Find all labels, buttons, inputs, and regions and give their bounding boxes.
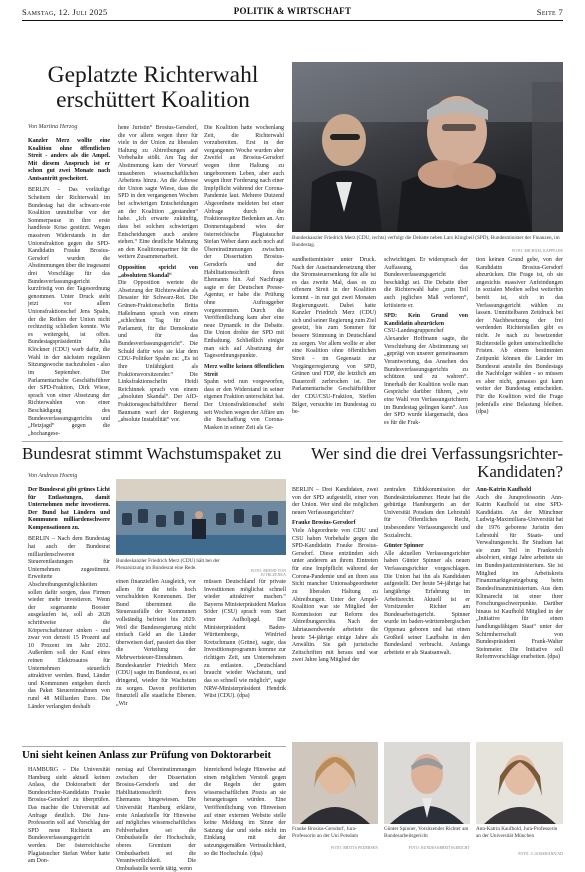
issue-date: Samstag, 12. Juli 2025 <box>22 7 108 17</box>
article3-subhead-3: Ann-Katrin Kaufhold <box>476 487 532 493</box>
article1-column-6 <box>476 257 563 417</box>
portrait-2-credit: FOTO: BUNDESARBEITSGERICHT <box>408 846 470 850</box>
article1-text-2b: Die Opposition wertete die Absetzung der Richterwahlen als Desaster für Schwarz-Rot. Die Grünen-Fraktionschefin Britta Haßelmann sprach von einem „schlechten Tag für das Parlament, für die Demokratie und für das Bundesverfassungsgericht“. Die Schuld dafür wies sie klar dem CDU-Politiker Spahn zu: „Es ist Ihre Unfähigkeit als Fraktionsvorsitzender.“ Die Linksfraktionschefin Heidi Reichinnek sprach von einem „absoluten Skandal“. Der AfD-Fraktionsgeschäftsführer Bernd Baumann warf der Regierung „absolute Instabilität“ vor. <box>118 280 198 424</box>
article1-column-3 <box>204 125 284 432</box>
article4-column-3 <box>204 767 286 858</box>
article1-text-5a: schwichtigen. Er widersprach der Auffassung, das Bundesverfassungsgericht beschädigt sei. Die Debatte über die Richterwahl habe „zum Teil auch jegliches Maß verloren“, kritisierte er. <box>384 257 468 309</box>
article3-column-2 <box>384 487 470 657</box>
portrait-brosius-gersdorf <box>292 742 378 824</box>
article1-column-1 <box>28 138 110 438</box>
article4-column-1 <box>28 767 110 866</box>
article1-headline: Geplatzte Richterwahl erschüttert Koalition <box>47 62 259 113</box>
article4-column-2 <box>116 767 196 872</box>
article2-headline: Bundesrat stimmt Wachstumspaket zu <box>22 444 282 463</box>
page-header <box>22 3 563 21</box>
article4-headline: Uni sieht keinen Anlass zur Prüfung von Doktorarbeit <box>22 749 272 761</box>
article2-text-2: einen finanziellen Ausgleich, vor allem für die teils hoch verschuldeten Kommunen. Der Bund übernimmt die Steuerausfälle der Kommunen vollständig befristet bis 2029. Weil die Bundesregierung nicht einfach Geld an die Länder überweisen darf, passiert das über die Verteilung der Mehrwertsteuer-Einnahmen. Bundeskanzler Friedrich Merz (CDU) sagte im Bundesrat, es sei dringend, wieder für Wachstum zu sorgen. Davon profitierten finanziell alle staatliche Ebenen. „Wir <box>116 579 196 707</box>
article3-column-3 <box>476 487 563 662</box>
page-number: Seite 7 <box>536 7 563 17</box>
article1-column-4 <box>292 257 376 417</box>
article1-lead: Kanzler Merz wollte eine Koalition ohne öffentlichen Streit - anders als die Ampel. Mit diesem Anspruch ist er schon gut zwei Monate nach Amtsantritt gescheitert. <box>28 138 110 182</box>
article4-text-1: HAMBURG – Die Universität Hamburg sieht aktuell keinen Anlass, die Doktorarbeit der Bundesrichter-Kandidatin Frauke Brosius-Gersdorf zu überprüfen. Das machte die Universität auf Anfrage deutlich. Die Jura-Professorin soll auf Vorschlag der SPD neue Richterin am Bundesverfassungsgericht werden. Der österreichische Plagiatsucher Stefan Weber hatte am Don- <box>28 767 110 865</box>
article1-byline: Von Martina Herzog <box>28 124 78 130</box>
article3-text-2b: Alle aktuellen Verfassungsrichter haben Günter Spinner als neuen Verfassungsrichter vorgeschlagen. Die Union hat ihn als Kandidaten aufgestellt. Der heute 54-jährige hat langjährige Erfahrung im Arbeitsrecht. Aktuell ist er Vorsitzender Richter am Bundesarbeitsgericht. Spinner wurde im baden-württembergischen Oppenau geboren und hat einen Großteil seiner Laufbahn in den Bundesland verbracht. Anfangs arbeitete er als Staatsanwalt. <box>384 550 470 656</box>
article1-photo-credit: FOTO: MICHAEL KAPPELER <box>512 249 563 253</box>
article1-text-2a: hene Juristin“ Brosius-Gersdorf, die vor allem wegen ihrer für viele in der Union zu liberalen Haltung zu Abtreibungen auf Vorbehalte stößt. Am Tag der Abstimmung kam der Vorwurf unsauberen wissenschaftlichen Arbeitens hinzu. An die Adresse der Union sagte Wiese, dass die SPD in den vergangenen Wochen bei schwierigen Entscheidungen an der Koalition „gestanden“ habe. „Ich erwarte zukünftig, dass bei solchen schwierigen Entscheidungen auch andere stehen.“ Eine deutliche Mahnung an den Koalitionspartner für die weitere Zusammenarbeit. <box>118 125 198 261</box>
article1-photo <box>292 62 563 232</box>
article2-text-3: müssen Deutschland für private Investitionen möglichst schnell wieder attraktiver machen.“ Bayerns Ministerpräsident Markus Söder (CSU) sprach vom Start einer Aufholjagd. Der Ministerpräsident Baden-Württembergs, Winfried Kretschmann (Grüne), sagte, das Investitionsprogramm komme zur richtigen Zeit, um Unternehmen zu entlasten. „Deutschland braucht wieder Wachstum, und das so schnell wie möglich“, sagte NRW-Ministerpräsident Hendrik Wüst (CDU). (dpa) <box>204 579 286 700</box>
article1-column-5 <box>384 257 468 427</box>
article3-text-3: Auch die Juraprofessorin Ann-Katrin Kaufhold ist eine SPD-Kandidatin. An der Münchner Ludwig-Maximilians-Universität hat die 1976 geborene Juristin den Lehrstuhl für Staats- und Verwaltungsrecht. Ihr Studium hat sie zum Teil in Frankreich absolviert, einige Jahre arbeitete sie im Bundesjustizministerium. Sie ist Mitglied im Arbeitskreis Finanzmarktgesetzgebung beim Bundesfinanzministerium. Aus dem Klimarecht ist einer ihrer Forschungsschwerpunkte. Darüber hinaus ist Kaufhold Mitglied in der „Initiative für einen handlungsfähigen Staat“ unter der Schirmherrschaft von Bundespräsident Frank-Walter Steinmeier. Die Initiative soll Reformvorschläge erarbeiten. (dpa) <box>476 494 563 661</box>
article3-text-1a: BERLIN – Drei Kandidaten, zwei von der SPD aufgestellt, einer von der Union. Wer sind die möglichen neuen Verfassungsrichter? <box>292 487 378 516</box>
article3-subhead-1: Frauke Brosius-Gersdorf <box>292 520 356 527</box>
article1-text-3b: Spahn wird nun vorgeworfen, dass er den Widerstand in seiner eigenen Fraktion unterschätzt hat. Der Unionsfraktionschef steht seit Wochen wegen der Affäre um die Beschaffung von Corona-Masken in seiner Zeit als Ge- <box>204 379 284 431</box>
article3-column-1 <box>292 487 378 665</box>
article4-text-2: nerstag auf Übereinstimmungen zwischen der Dissertation Brosius-Gersdorfs und der Habilitationsschrift ihres Ehemanns hingewiesen. Die Universität Hamburg erklärte, erste Anlaufstelle für Hinweise auf mögliches wissenschaftliches Fehlverhalten sei die Ombudsstelle der Hochschule, oberes Gremium der Ombudsarbeit sei die Verantwortlichkeit. Die Ombudsstelle werde tätig, wenn <box>116 767 196 872</box>
section-title: POLITIK & WIRTSCHAFT <box>233 6 352 16</box>
portrait-1-caption: Frauke Brosius-Gersdorf, Jura-Professorin an der Uni Potsdam <box>292 826 358 839</box>
bundestag-photo-illustration <box>292 62 563 232</box>
article2-byline: Von Andreas Hoenig <box>28 473 78 479</box>
article3-headline: Wer sind die drei Verfassungsrichter-Kandidaten? <box>311 444 563 482</box>
portrait-3-credit: FOTO: C.GOSSMANN/AD <box>518 852 563 856</box>
article4-divider <box>22 746 286 747</box>
portrait-illustration <box>292 742 378 824</box>
portrait-1-credit: FOTO: BRITTA PEDERSEN <box>331 846 378 850</box>
article1-text-4: sundheitsminister unter Druck. Nach der Auseinandersetzung über die Stromsteuersenkung für alle ist es das zweite Mal, dass es zu offenem Streit in der Koalition kommt - in nur gut zwei Monaten Regierungszeit. Dabei hatte Kanzler Friedrich Merz (CDU) sich und seiner Regierung zum Ziel gesetzt, bis zum Sommer für bessere Stimmung in Deutschland zu sorgen. Vor allem wollte er aber eine Koalition ohne öffentlichen Streit - im Gegensatz zur Vorgängerregierung von SPD, Grünen und FDP, die letztlich am Dauerzoff zerbrochen ist. Der Parlamentarische Geschäftsführer der CDU/CSU-Fraktion, Steffen Bilger, versuchte im Bundestag zu be- <box>292 257 376 416</box>
article1-text-3a: Die Koalition hatte wochenlang Zeit, die Richterwahl vorzubereiten. Erst in der vergangenen Woche wurden aber Zweifel an Brosius-Gersdorf wegen ihrer Haltung zu ungeborenem Leben, aber auch wegen ihrer Forderung nach einer Impfpflicht während der Corona-Pandemie laut. Mehrere Dutzend Abgeordnete meldeten bei einer Abfrage durch die Fraktionsspitze Bedenken an. Am Donnerstagabend wies der österreichische Plagiatsucher Stefan Weber dann auch noch auf Übereinstimmungen zwischen der Dissertation Brosius-Gersdorfs und der Habilitationsschrift ihres Ehemanns hin. Auf Nachfrage sagte er der Deutschen Presse-Agentur, er habe die Prüfung ohne Auftraggeber vorgenommen. Durch die Veröffentlichung kam aber eine neue Dynamik in die Debatte. Die Union drohte der SPD mit Enthaltung. Schließlich einigte man sich auf Absetzung der Tagesordnungspunkte. <box>204 125 284 360</box>
bundesrat-photo-illustration <box>116 479 286 555</box>
article1-subhead-3: SPD: Kein Grund von Kandidatin abzurücken <box>384 313 468 327</box>
article2-text-1: BERLIN – Nach dem Bundestag hat auch der Bundesrat milliardenschweren Steuerentlastungen für Unternehmen zugestimmt. Erweiterte Abschreibungsmöglichkeiten sollen dafür sorgen, dass Firmen wieder mehr investieren. Wenn der sogenannte Booster ausgelaufen ist, soll ab 2028 schrittweise die Körperschaftsteuer sinken - und zwar von derzeit 15 Prozent auf 10 Prozent im Jahr 2032. Außerdem soll der Kauf eines reinen Elektroautos für Unternehmen steuerlich attraktiver werden. Bund, Länder und Kommunen entgehen durch das Paket Steuereinnahmen von rund 48 Milliarden Euro. Die Länder verlangten deshalb <box>28 536 110 710</box>
portrait-illustration <box>476 742 563 824</box>
article3-subhead-2: Günter Spinner <box>384 543 424 550</box>
article2-column-3 <box>204 579 286 701</box>
article1-photo-caption: Bundeskanzler Friedrich Merz (CDU, rechts) verfolgt die Debatte neben Lars Klingbeil (SPD), Bundesminister der Finanzen, im Bundestag. <box>292 235 560 248</box>
article1-text-1: BERLIN – Das vorläufige Scheitern der Richterwahl im Bundestag hat die schwarz-rote Koalition unmittelbar vor der Sommerpause in ihre erste handfeste Krise gestürzt. Wegen massiven Widerstands in der Unionsfraktion gegen die SPD-Kandidatin Frauke Brosius-Gersdorf wurden die Abstimmungen über die insgesamt drei Vorschläge für das Bundesverfassungsgericht kurzfristig von der Tagesordnung genommen. Unter Druck steht jetzt vor allem Unionsfraktionschef Jens Spahn, der die Reihen der Union nicht rechtzeitig schließen konnte. Wie es weitergeht, ist offen. Bundestagspräsidentin Julia Klöckner (CDU) warb dafür, die Wahl in der nächsten regulären Sitzungswoche nachzuholen - also im September. Der Parlamentarische Geschäftsführer der SPD-Fraktion, Dirk Wiese, sprach von einer Absetzung der Richterwahlen von einer Beschädigung des Bundesverfassungsgerichts und „Hetzjagd“ gegen die „hochangese- <box>28 187 110 437</box>
article2-column-2 <box>116 579 196 708</box>
article1-text-6: tion keinen Grund gebe, von der Kandidatin Brosius-Gersdorf abzurücken. Die Frage ist, ob sie angesichts massiver Anfeindungen in sozialen Medien selbst weiterhin bereit ist, sich in das Verfassungsgericht wählen zu lassen. Unmittelbaren Zeitdruck bei der Nachbesetzung der frei werdenden Richterstellen gibt es nicht. Je nach zu besetzender Richterstelle gelten unterschiedliche Fristen. Ab einem bestimmten Zeitpunkt können die Länder im Bundesrat anstelle des Bundestags die Nachfolger wählen - so müssen es aber nicht, genauso gut kann weiter der Bundestag entscheiden. Für die Koalition wird die Frage jedenfalls eine Belastung bleiben. (dpa) <box>476 257 563 416</box>
article1-text-5b: CSU-Landesgruppenchef Alexander Hoffmann sagte, die Verschiebung der Abstimmung sei „geprägt von unserer gemeinsamen Verantwortung, das Ansehen des Bundesverfassungsgerichts zu schützen und zu wahren“. Innerhalb der Koalition wolle man Gespräche darüber führen, „wie eine Wahl von Verfassungsrichtern im Bundestag gelingen kann“. Aus der SPD wurde klargemacht, dass es für die Frak- <box>384 328 468 426</box>
article2-photo-credit: FOTO: BERND VON JUTRCZENKA <box>250 569 286 577</box>
article2-photo <box>116 479 286 555</box>
section-divider <box>22 441 563 442</box>
portrait-2-caption: Günter Spinner, Vorsitzender Richter am Bundesarbeitsgericht <box>384 826 469 839</box>
article3-text-1b: Viele Abgeordnete von CDU und CSU haben Vorbehalte gegen die SPD-Kandidatin Frauke Brosius-Gersdorf. Diese entzünden sich unter anderem an ihrem Eintreten für eine Impfpflicht während der Corona-Pandemie und an ihren aus Sicht mancher Unionsabgeordneter zu liberalen Haltung zu Abtreibungen. Unter der Ampel-Koalition war sie Mitglied der Kommission zur Reform des Abtreibungsrechts. Nach der Jahrtausendwende arbeitete die heute 54-jährige einige Jahre als Anwältin. Sie gab juristische Zeitschriften mit heraus und war zwei Jahre lang Mitglied der <box>292 528 378 664</box>
portrait-illustration <box>384 742 470 824</box>
article1-subhead-2: Merz wollte keinen öffentlichen Streit <box>204 363 284 378</box>
article2-lead: Der Bundesrat gibt grünes Licht für Entlastungen, damit Unternehmen mehr investieren. Der Bund hat Ländern und Kommunen milliardenschwere Kompensationen zu. <box>28 487 110 531</box>
article2-photo-caption: Bundeskanzler Friedrich Merz (CDU) hält bei der Plenarsitzung im Bundesrat eine Rede. <box>116 558 220 571</box>
article4-text-3: hinreichend belegte Hinweise auf einen möglichen Verstoß gegen die Regeln der guten wissenschaftlichen Praxis an sie herangetragen würden. Eine Veröffentlichung von Hinweisen auf einer externen Website stelle keine Meldung im Sinne der Satzung dar und stehe nicht im Einklang mit der satzungsgemäßen Vertraulichkeit, so die Hochschule. (dpa) <box>204 767 286 857</box>
article1-subhead-1: Opposition spricht von „absolutem Skandal“ <box>118 264 198 279</box>
article3-text-2a: zentralen Ethikkommission der Bundesärztekammer. Heute hat die gebürtige Hamburgerin an der Universität Potsdam den Lehrstuhl für Öffentliches Recht, insbesondere Verfassungsrecht und Sozialrecht. <box>384 487 470 539</box>
article2-column-1 <box>28 487 110 711</box>
portrait-spinner <box>384 742 470 824</box>
portrait-kaufhold <box>476 742 563 824</box>
article1-column-2 <box>118 125 198 425</box>
portrait-3-caption: Ann-Katrin Kaufhold, Jura-Professorin an der Universität München <box>476 826 558 839</box>
